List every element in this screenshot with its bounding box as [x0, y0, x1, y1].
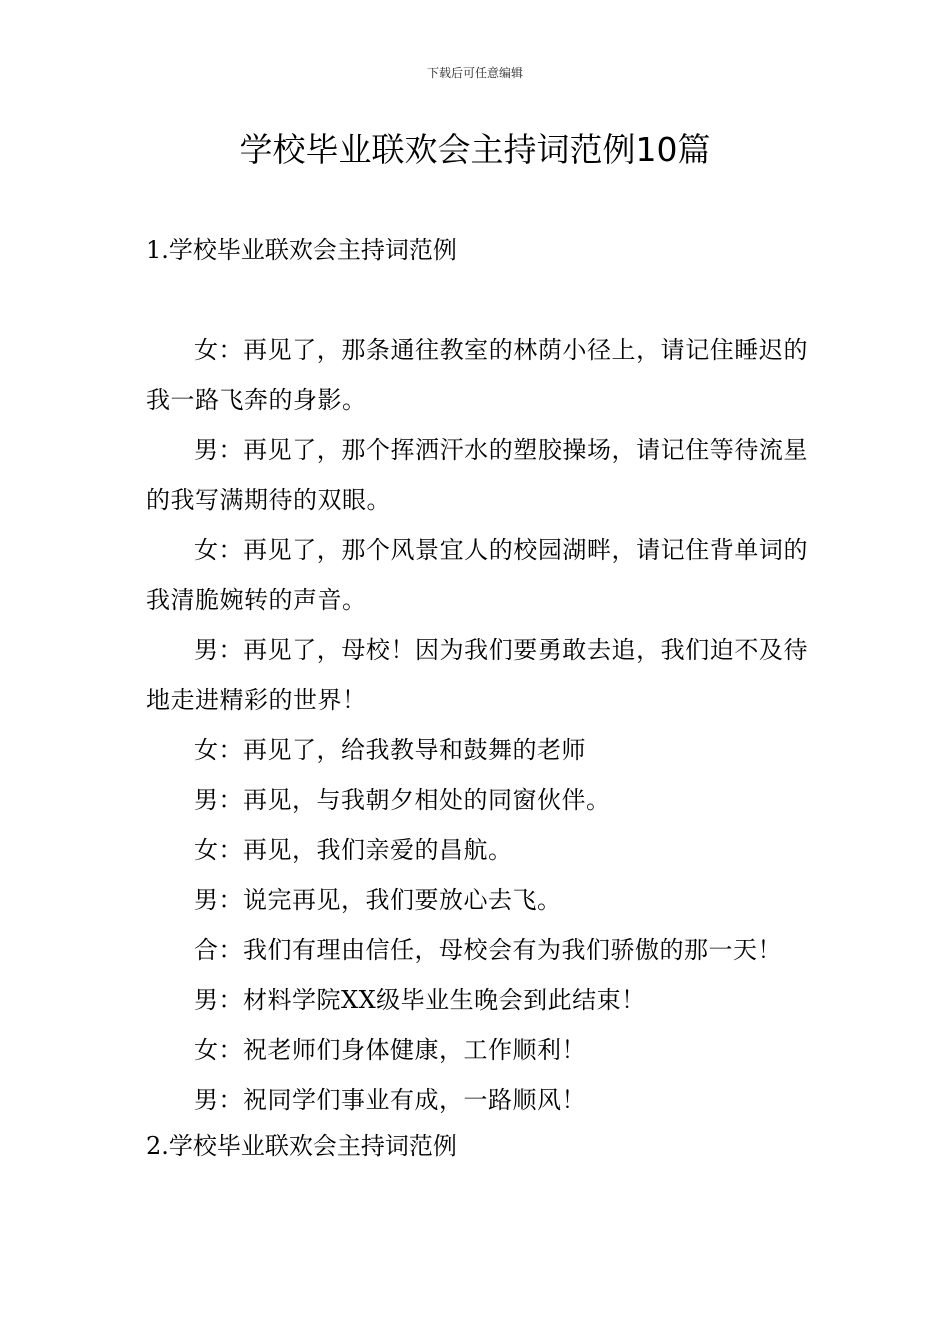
dialogue-line: 男：再见了，母校！因为我们要勇敢去追，我们迫不及待地走进精彩的世界！ [146, 636, 808, 714]
section-heading-1: 1.学校毕业联欢会主持词范例 [146, 236, 457, 264]
section-heading-2: 2.学校毕业联欢会主持词范例 [146, 1132, 457, 1160]
dialogue-line: 男：说完再见，我们要放心去飞。 [194, 886, 562, 914]
document-title: 学校毕业联欢会主持词范例10篇 [239, 130, 711, 169]
dialogue-line: 男：再见，与我朝夕相处的同窗伙伴。 [194, 786, 611, 814]
dialogue-line: 女：再见了，那条通往教室的林荫小径上，请记住睡迟的我一路飞奔的身影。 [146, 336, 808, 414]
dialogue-line: 男：祝同学们事业有成，一路顺风！ [194, 1086, 586, 1114]
dialogue-line: 女：祝老师们身体健康，工作顺利！ [194, 1036, 586, 1064]
header-note: 下载后可任意编辑 [426, 66, 523, 80]
dialogue-body [146, 325, 808, 1125]
dialogue-line: 女：再见了，那个风景宜人的校园湖畔，请记住背单词的我清脆婉转的声音。 [146, 536, 808, 614]
dialogue-line: 男：再见了，那个挥洒汗水的塑胶操场，请记住等待流星的我写满期待的双眼。 [146, 436, 808, 514]
dialogue-line: 男：材料学院XX级毕业生晚会到此结束！ [194, 986, 646, 1014]
dialogue-line: 女：再见，我们亲爱的昌航。 [194, 836, 513, 864]
dialogue-line: 女：再见了，给我教导和鼓舞的老师 [194, 736, 586, 764]
dialogue-line: 合：我们有理由信任，母校会有为我们骄傲的那一天！ [194, 936, 782, 964]
